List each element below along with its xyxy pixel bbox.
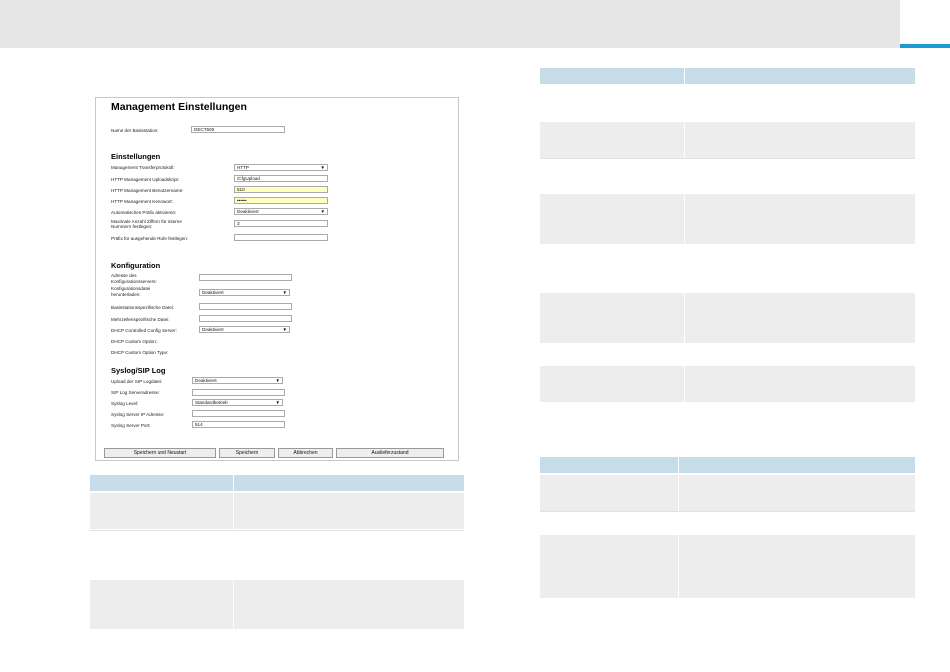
syslog-level-value: Standardbetrieb bbox=[195, 400, 228, 405]
sip-log-server-label: SIP Log Serveradresse: bbox=[111, 390, 160, 395]
header-bar bbox=[0, 0, 900, 48]
auto-prefix-label: Automatisches Präfix aktivieren: bbox=[111, 210, 177, 215]
chevron-down-icon: ▼ bbox=[275, 378, 280, 383]
syslog-ip-label: Syslog Server IP Adresse: bbox=[111, 412, 165, 417]
upload-script-label: HTTP Management Uploadskript: bbox=[111, 177, 180, 182]
header-accent bbox=[900, 44, 950, 48]
dhcp-server-value: Deaktiviert bbox=[202, 327, 224, 332]
transfer-protocol-select[interactable] bbox=[234, 164, 328, 171]
config-server-label-1: Adresse des bbox=[111, 273, 137, 278]
table-row bbox=[90, 580, 464, 629]
table-right-top-header bbox=[540, 68, 915, 84]
username-input[interactable]: 510 bbox=[234, 186, 328, 193]
outgoing-prefix-label: Präfix für ausgehende Rufe festlegen: bbox=[111, 236, 189, 241]
upload-script-input[interactable]: /CfgUpload bbox=[234, 175, 328, 182]
table-right-top bbox=[540, 68, 915, 402]
management-settings-screenshot bbox=[95, 97, 459, 461]
table-right-bottom bbox=[540, 457, 915, 598]
chevron-down-icon: ▼ bbox=[320, 165, 325, 170]
config-download-label-1: Konfigurationsdatei bbox=[111, 286, 151, 291]
table-left bbox=[90, 475, 464, 629]
transfer-protocol-value: HTTP bbox=[237, 165, 249, 170]
save-button[interactable]: Speichern bbox=[219, 448, 275, 458]
table-row bbox=[540, 366, 915, 402]
page-title: Management Einstellungen bbox=[111, 101, 247, 113]
syslog-level-select[interactable] bbox=[192, 399, 283, 406]
config-server-input[interactable] bbox=[199, 274, 292, 281]
table-row bbox=[540, 293, 915, 343]
auto-prefix-value: Deaktiviert bbox=[237, 209, 259, 214]
sip-log-server-input[interactable] bbox=[192, 389, 285, 396]
base-station-input[interactable]: DECT500 bbox=[191, 126, 285, 133]
syslog-port-label: Syslog Server Port: bbox=[111, 423, 151, 428]
cancel-button[interactable]: Abbrechen bbox=[278, 448, 333, 458]
syslog-port-input[interactable]: 514 bbox=[192, 421, 285, 428]
config-download-select[interactable] bbox=[199, 289, 290, 296]
section-syslog: Syslog/SIP Log bbox=[111, 366, 166, 375]
factory-reset-button[interactable]: Auslieferzustand bbox=[336, 448, 444, 458]
max-digits-label-1: Maximale Anzahl Ziffern für interne bbox=[111, 219, 182, 224]
section-konfiguration: Konfiguration bbox=[111, 261, 161, 270]
dhcp-server-label: DHCP Controlled Config Server: bbox=[111, 328, 177, 333]
auto-prefix-select[interactable] bbox=[234, 208, 328, 215]
table-row bbox=[540, 475, 915, 511]
save-restart-button[interactable]: Speichern und Neustart bbox=[104, 448, 216, 458]
table-row bbox=[540, 122, 915, 158]
syslog-ip-input[interactable] bbox=[192, 410, 285, 417]
chevron-down-icon: ▼ bbox=[275, 400, 280, 405]
username-label: HTTP Management Benutzername: bbox=[111, 188, 184, 193]
sip-log-upload-value: Deaktiviert bbox=[195, 378, 217, 383]
chevron-down-icon: ▼ bbox=[282, 327, 287, 332]
chevron-down-icon: ▼ bbox=[282, 290, 287, 295]
transfer-protocol-label: Management Transferprotokoll: bbox=[111, 165, 175, 170]
base-station-label: Name der Basisstation: bbox=[111, 128, 159, 133]
table-right-bottom-header bbox=[540, 457, 915, 473]
multi-file-label: Mehrzellenspezifische Datei: bbox=[111, 317, 170, 322]
config-download-label-2: herunterladen: bbox=[111, 292, 141, 297]
max-digits-input[interactable]: 3 bbox=[234, 220, 328, 227]
syslog-level-label: Syslog Level: bbox=[111, 401, 139, 406]
table-left-header bbox=[90, 475, 464, 491]
table-row bbox=[540, 535, 915, 598]
outgoing-prefix-input[interactable] bbox=[234, 234, 328, 241]
sip-log-upload-label: Upload der SIP Logdatei: bbox=[111, 379, 163, 384]
config-server-label-2: Konfigurationsservers: bbox=[111, 279, 157, 284]
base-file-label: Basisstationsspezifische Datei: bbox=[111, 305, 175, 310]
base-file-input[interactable] bbox=[199, 303, 292, 310]
dhcp-option-label: DHCP Custom Option: bbox=[111, 339, 158, 344]
section-einstellungen: Einstellungen bbox=[111, 152, 161, 161]
max-digits-label-2: Nummern festlegen: bbox=[111, 224, 153, 229]
password-input[interactable]: •••••• bbox=[234, 197, 328, 204]
chevron-down-icon: ▼ bbox=[320, 209, 325, 214]
sip-log-upload-select[interactable] bbox=[192, 377, 283, 384]
password-label: HTTP Management Kennwort: bbox=[111, 199, 173, 204]
table-row bbox=[540, 194, 915, 244]
dhcp-option-type-label: DHCP Custom Option Type: bbox=[111, 350, 169, 355]
config-download-value: Deaktiviert bbox=[202, 290, 224, 295]
table-row bbox=[90, 493, 464, 529]
dhcp-server-select[interactable] bbox=[199, 326, 290, 333]
multi-file-input[interactable] bbox=[199, 315, 292, 322]
